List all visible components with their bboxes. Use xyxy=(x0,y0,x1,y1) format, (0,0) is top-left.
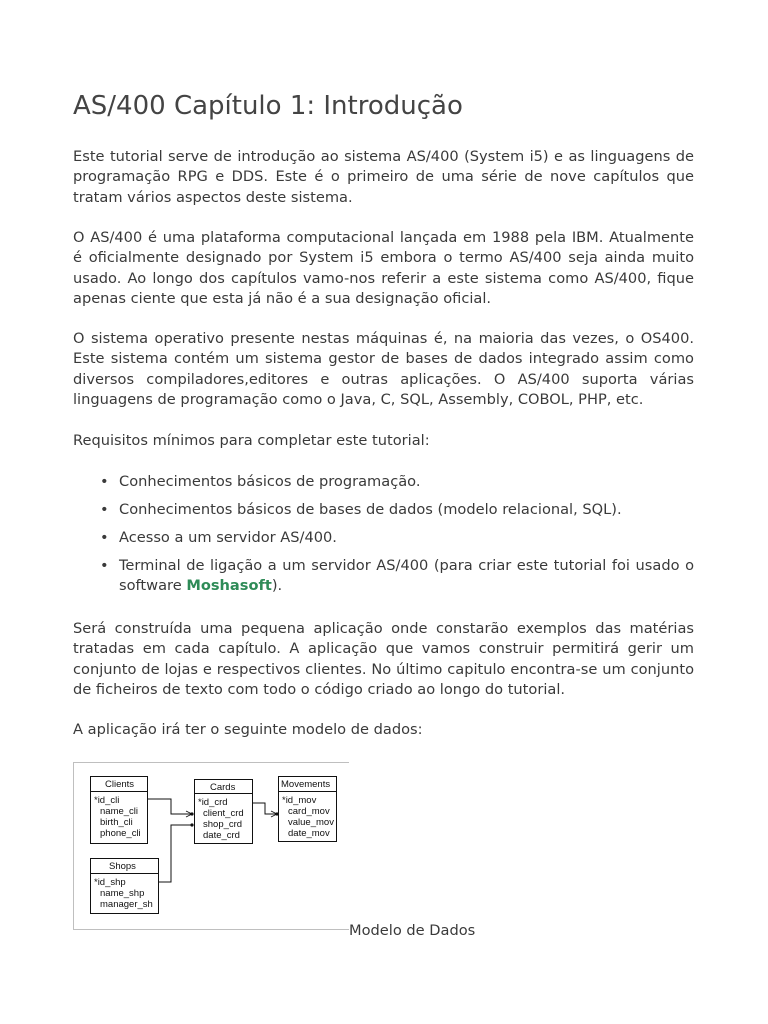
bullet: • xyxy=(100,500,109,518)
table-shops-title: Shops xyxy=(109,861,136,872)
paragraph-app: Será construída uma pequena aplicação onde constarão exemplos das matérias tratadas em cada capítulo. A aplicação que vamos construir permitirá gerir um conjunto de lojas e respectivos clientes. No último capitulo encontra-se um conjunto de ficheiros de texto com todo o código criado ao longo do tutorial. xyxy=(73,620,694,698)
page-title: AS/400 Capítulo 1: Introdução xyxy=(73,91,463,121)
table-field: *id_shp xyxy=(94,877,126,888)
table-clients-title: Clients xyxy=(105,779,135,790)
list-item xyxy=(73,556,694,597)
table-cards xyxy=(195,780,253,844)
table-field: shop_crd xyxy=(203,819,243,830)
list-item-text: Terminal de ligação a um servidor AS/400 (para criar este tutorial foi usado o software xyxy=(119,556,694,594)
data-model-diagram xyxy=(73,762,349,930)
bullet: • xyxy=(100,473,109,490)
figure-caption: Modelo de Dados xyxy=(349,922,476,939)
table-cards-title: Cards xyxy=(210,782,236,793)
table-movements-title: Movements xyxy=(281,779,331,790)
table-clients xyxy=(91,777,148,844)
table-field: value_mov xyxy=(288,817,334,828)
paragraph-platform: O AS/400 é uma plataforma computacional lançada em 1988 pela IBM. Atualmente é oficialmente designado por System i5 embora o termo AS/400 seja ainda muito usado. Ao longo dos capítulos vamo-nos referir a este sistema como AS/400, fique apenas ciente que esta já não é a sua designação oficial. xyxy=(73,229,694,307)
table-field: date_mov xyxy=(288,828,330,839)
requirements-list xyxy=(73,472,694,604)
table-field: *id_mov xyxy=(282,795,317,806)
table-field: *id_cli xyxy=(94,795,120,806)
table-field: date_crd xyxy=(203,830,240,841)
table-shops xyxy=(91,859,159,914)
bullet: • xyxy=(100,528,109,546)
table-field: birth_cli xyxy=(100,817,133,828)
table-movements xyxy=(279,777,337,842)
list-item xyxy=(73,500,694,520)
list-item-text: Acesso a um servidor AS/400. xyxy=(119,528,337,546)
paragraph-model-intro: A aplicação irá ter o seguinte modelo de dados: xyxy=(73,721,423,738)
table-field: name_shp xyxy=(100,888,145,899)
moshasoft-link[interactable]: Moshasoft xyxy=(186,576,272,594)
list-item xyxy=(73,528,694,548)
relation-cards-movements xyxy=(253,803,276,814)
table-field: manager_sh xyxy=(100,899,153,910)
table-field: *id_crd xyxy=(198,797,228,808)
list-item-text: Conhecimentos básicos de bases de dados (modelo relacional, SQL). xyxy=(119,500,622,518)
diagram-svg xyxy=(73,762,349,930)
table-field: client_crd xyxy=(203,808,244,819)
relation-shops-cards xyxy=(159,825,191,882)
list-item-text-end: ). xyxy=(271,576,283,594)
list-item xyxy=(73,472,694,492)
paragraph-os: O sistema operativo presente nestas máquinas é, na maioria das vezes, o OS400. Este sistema contém um sistema gestor de bases de dados integrado assim como diversos compiladores,editores e outras aplicações. O AS/400 suporta várias linguagens de programação como o Java, C, SQL, Assembly, COBOL, PHP, etc. xyxy=(73,330,694,408)
table-field: name_cli xyxy=(100,806,139,817)
list-item-text: Conhecimentos básicos de programação. xyxy=(119,473,421,490)
table-field: phone_cli xyxy=(100,828,141,839)
bullet: • xyxy=(100,556,109,574)
relation-clients-cards xyxy=(148,799,191,814)
paragraph-intro: Este tutorial serve de introdução ao sistema AS/400 (System i5) e as linguagens de programação RPG e DDS. Este é o primeiro de uma série de nove capítulos que tratam vários aspectos deste sistema. xyxy=(73,148,694,206)
table-field: card_mov xyxy=(288,806,330,817)
paragraph-requirements-intro: Requisitos mínimos para completar este tutorial: xyxy=(73,432,430,449)
